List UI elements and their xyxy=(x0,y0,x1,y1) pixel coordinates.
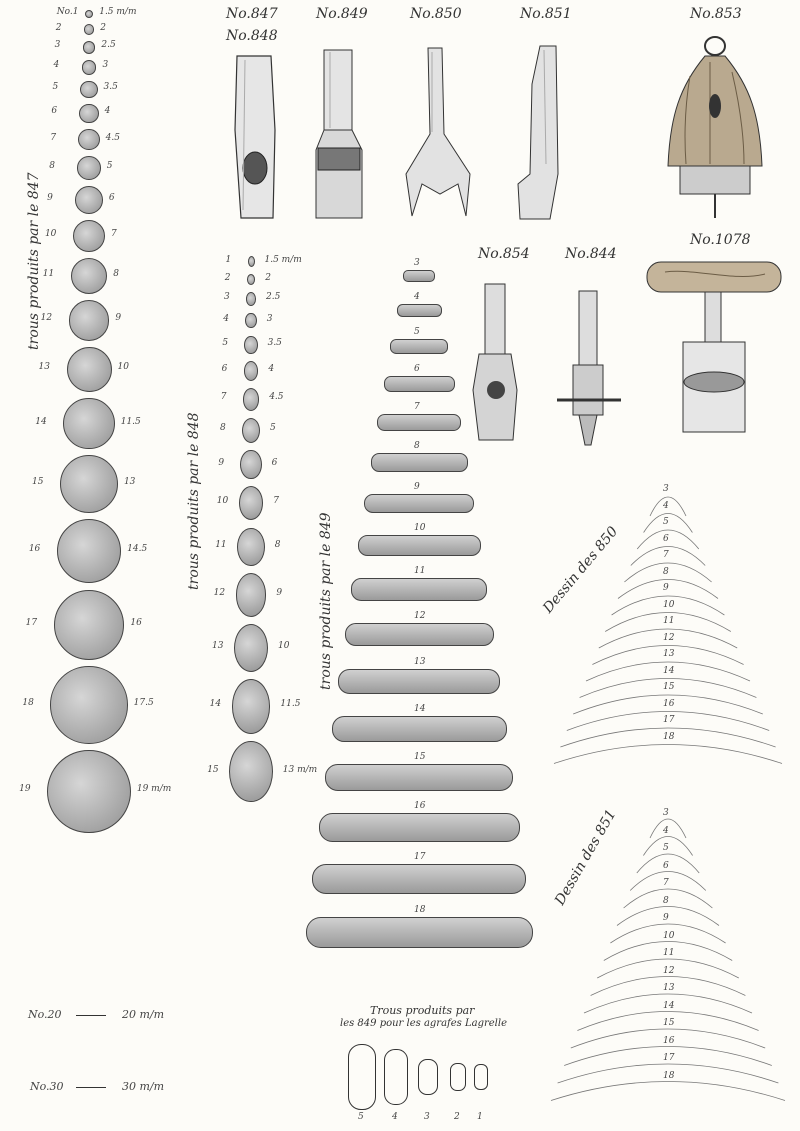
dessin850-arc-number: 3 xyxy=(663,484,669,494)
col849-slot xyxy=(377,414,461,431)
col849-slot xyxy=(397,304,442,317)
col848-size: 8 xyxy=(274,539,281,550)
col847-hole xyxy=(60,455,118,513)
punch-850-illustration xyxy=(400,44,480,224)
col849-slot xyxy=(351,578,487,600)
col847-extra20-number: No.20 xyxy=(28,1008,62,1021)
col847-size: 5 xyxy=(106,161,113,172)
col847-extra30-line xyxy=(76,1087,106,1088)
dessin850-arcs xyxy=(560,480,790,770)
col849-number: 12 xyxy=(414,610,426,621)
col849-slot xyxy=(332,716,507,742)
agrafe-label: 4 xyxy=(392,1112,398,1122)
col848-size: 3 xyxy=(266,313,273,324)
dessin851-caption: Dessin des 851 xyxy=(552,806,620,908)
agrafe-label: 1 xyxy=(477,1112,483,1122)
dessin851-arcs xyxy=(560,800,790,1100)
punch-854-illustration xyxy=(465,280,525,450)
dessin850-arc-number: 15 xyxy=(663,682,675,692)
col847-number: 3 xyxy=(54,40,61,51)
col848-size: 10 xyxy=(278,640,290,651)
col847-size: 19 m/m xyxy=(136,784,172,795)
col848-size: 4 xyxy=(268,363,275,374)
col847-size: 17.5 xyxy=(133,697,154,708)
col849-slot xyxy=(312,864,526,894)
col847-hole xyxy=(73,220,105,252)
tool-1078-illustration xyxy=(645,252,785,452)
col848-number: 2 xyxy=(224,272,231,283)
dessin850-arc-number: 14 xyxy=(663,665,675,676)
col847-hole xyxy=(50,666,127,743)
dessin851-arc-number: 11 xyxy=(663,948,675,958)
col847-extra20-size: 20 m/m xyxy=(122,1008,165,1021)
col847-number: 15 xyxy=(32,477,44,488)
dessin851-arc-number: 10 xyxy=(663,930,675,941)
dessin850-arc-number: 5 xyxy=(663,517,669,527)
col849-number: 4 xyxy=(414,292,420,302)
col849-slot xyxy=(371,453,468,472)
col847-number: 19 xyxy=(19,784,31,795)
dessin851-arc-number: 3 xyxy=(663,808,669,818)
tool-853-label: No.853 xyxy=(690,6,742,22)
dessin851-arc xyxy=(551,1082,785,1101)
col848-hole xyxy=(248,256,255,267)
col847-hole xyxy=(69,300,110,341)
dessin851-arc-number: 8 xyxy=(663,895,669,906)
col847-size: 7 xyxy=(111,228,117,239)
col848-number: 8 xyxy=(220,423,226,434)
agrafe-outline xyxy=(348,1044,376,1110)
agrafe-label: 5 xyxy=(358,1112,364,1122)
col849-slot xyxy=(319,813,520,842)
col848-number: 7 xyxy=(220,392,227,403)
col849-number: 9 xyxy=(414,481,420,492)
dessin851-arc-number: 15 xyxy=(663,1018,675,1028)
col849-slot xyxy=(364,494,474,514)
col848-number: 6 xyxy=(221,363,228,374)
col847-size: 3 xyxy=(102,60,109,71)
col849-slot xyxy=(384,376,455,392)
col847-size: 2 xyxy=(100,22,107,33)
col848-size: 2 xyxy=(265,272,271,283)
tool-1078-label: No.1078 xyxy=(690,232,751,248)
dessin851-arc-number: 5 xyxy=(663,843,669,853)
col848-number: 13 xyxy=(212,640,224,651)
col847-hole xyxy=(47,750,131,834)
agrafe-outline xyxy=(450,1063,466,1091)
tool-847-label: No.847 xyxy=(226,6,278,22)
agrafe-label: 3 xyxy=(424,1112,430,1122)
col848-size: 7 xyxy=(273,496,279,507)
agrafe-outline xyxy=(474,1064,488,1090)
col848-hole xyxy=(236,573,267,616)
col847-size: 9 xyxy=(115,313,122,324)
col848-hole xyxy=(242,418,260,443)
col849-number: 6 xyxy=(414,363,420,374)
agrafe-outline xyxy=(418,1059,438,1095)
dessin850-arc-number: 8 xyxy=(663,566,669,577)
col849-number: 11 xyxy=(414,566,426,577)
col849-number: 14 xyxy=(414,703,426,714)
col848-hole xyxy=(234,624,268,672)
tool-848-label: No.848 xyxy=(226,28,278,44)
col848-number: 14 xyxy=(209,699,222,710)
col848-number: 5 xyxy=(222,337,229,348)
col849-number: 3 xyxy=(414,258,420,268)
col847-size: 14.5 xyxy=(127,544,148,555)
col847-number: No.1 xyxy=(56,7,79,18)
col848-hole xyxy=(239,486,263,520)
dessin850-arc-number: 10 xyxy=(663,599,675,610)
col847-number: 6 xyxy=(51,106,58,117)
col847-hole xyxy=(85,10,93,18)
col847-size: 11.5 xyxy=(120,416,141,427)
agrafe-label: 2 xyxy=(454,1112,460,1122)
col848-hole xyxy=(244,336,257,354)
col847-hole xyxy=(71,258,107,294)
agrafes-subtitle: les 849 pour les agrafes Lagrelle xyxy=(340,1018,507,1029)
dessin850-arc-number: 6 xyxy=(663,533,669,544)
col848-number: 9 xyxy=(218,457,225,468)
col847-hole xyxy=(78,129,99,150)
tool-844-label: No.844 xyxy=(565,246,617,262)
col847-hole xyxy=(80,81,97,98)
col848-number: 15 xyxy=(207,764,219,775)
col849-number: 8 xyxy=(414,441,420,451)
col849-slot xyxy=(325,764,513,792)
col847-number: 4 xyxy=(53,60,60,71)
tool-851-label: No.851 xyxy=(520,6,572,22)
col848-hole xyxy=(245,313,257,329)
dessin850-arc-number: 16 xyxy=(663,698,675,709)
col847-hole xyxy=(84,24,95,35)
agrafe-outline xyxy=(384,1049,408,1105)
col849-number: 15 xyxy=(414,751,426,762)
col847-extra30-size: 30 m/m xyxy=(122,1080,165,1093)
dessin851-arc-number: 7 xyxy=(663,878,669,888)
col848-hole xyxy=(246,292,256,306)
col847-hole xyxy=(67,347,112,392)
col847-size: 13 xyxy=(123,477,136,488)
col849-slot xyxy=(358,535,481,556)
col847-hole xyxy=(79,104,98,123)
dessin851-arc-number: 6 xyxy=(663,860,669,871)
col848-number: 1 xyxy=(225,254,232,265)
col847-number: 16 xyxy=(28,544,41,555)
col848-hole xyxy=(247,274,255,285)
col848-caption: trous produits par le 848 xyxy=(186,412,202,590)
col847-extra30-number: No.30 xyxy=(30,1080,64,1093)
col847-hole xyxy=(57,519,121,583)
dessin850-caption: Dessin des 850 xyxy=(540,523,622,617)
col849-slot xyxy=(403,270,435,282)
col847-size: 4.5 xyxy=(105,132,120,143)
dessin850-arc-number: 4 xyxy=(663,500,669,511)
col847-caption: trous produits par le 847 xyxy=(26,172,42,350)
col849-slot xyxy=(390,339,448,354)
dessin850-arc-number: 11 xyxy=(663,616,675,626)
col847-hole xyxy=(83,41,96,54)
col848-number: 10 xyxy=(216,496,229,507)
col847-hole xyxy=(77,156,101,180)
dessin851-arc-number: 12 xyxy=(663,965,675,976)
col847-extra20-line xyxy=(76,1015,106,1016)
dessin851-arc-number: 14 xyxy=(663,1000,675,1011)
col847-number: 11 xyxy=(42,268,55,279)
col848-hole xyxy=(240,450,261,480)
punch-851-illustration xyxy=(510,44,570,224)
col847-size: 16 xyxy=(130,617,142,628)
dessin851-arc-number: 17 xyxy=(663,1053,675,1063)
col849-caption: trous produits par le 849 xyxy=(318,512,334,690)
col848-hole xyxy=(244,361,259,381)
col847-hole xyxy=(54,590,125,661)
col849-slot xyxy=(338,669,500,694)
col848-size: 1.5 m/m xyxy=(264,254,302,265)
col847-size: 4 xyxy=(104,106,111,117)
col847-number: 9 xyxy=(47,192,53,203)
col848-size: 3.5 xyxy=(267,337,282,348)
dessin851-arc-number: 9 xyxy=(663,913,669,923)
col848-size: 13 m/m xyxy=(282,764,318,775)
dessin850-arc xyxy=(554,745,782,764)
col848-size: 6 xyxy=(271,457,278,468)
dessin851-arc-number: 13 xyxy=(663,983,675,993)
dessin851-arc-number: 18 xyxy=(663,1070,675,1081)
col848-number: 11 xyxy=(215,539,227,550)
col849-number: 13 xyxy=(414,656,426,667)
dessin850-arc-number: 7 xyxy=(663,550,669,560)
col847-number: 13 xyxy=(38,362,50,373)
col848-number: 3 xyxy=(224,291,230,302)
col847-size: 2.5 xyxy=(101,40,116,51)
col847-size: 1.5 m/m xyxy=(99,7,137,18)
col848-number: 12 xyxy=(213,588,226,598)
col847-hole xyxy=(63,398,114,449)
col847-size: 8 xyxy=(113,268,119,279)
tool-849-label: No.849 xyxy=(316,6,368,22)
col847-number: 5 xyxy=(52,82,59,93)
col849-slot xyxy=(345,623,494,647)
col848-size: 5 xyxy=(270,423,276,434)
col848-size: 9 xyxy=(276,588,283,598)
punch-847-illustration xyxy=(225,50,285,225)
dessin850-arc-number: 17 xyxy=(663,715,675,725)
col849-number: 10 xyxy=(414,523,426,534)
dessin850-arc-number: 13 xyxy=(663,649,675,659)
col848-size: 2.5 xyxy=(266,291,281,302)
col847-number: 7 xyxy=(50,132,57,143)
tool-850-label: No.850 xyxy=(410,6,462,22)
col847-number: 8 xyxy=(49,161,55,172)
col848-size: 4.5 xyxy=(269,392,284,403)
dessin850-arc-number: 12 xyxy=(663,632,675,643)
dessin850-arc-number: 18 xyxy=(663,731,675,742)
punch-849-illustration xyxy=(310,50,370,225)
col848-hole xyxy=(229,741,273,803)
col847-number: 18 xyxy=(22,697,34,708)
col848-size: 11.5 xyxy=(280,699,301,710)
col847-number: 14 xyxy=(35,416,47,427)
col848-hole xyxy=(232,679,271,734)
col847-number: 17 xyxy=(25,617,38,628)
dessin851-arc-number: 4 xyxy=(663,825,669,836)
col849-number: 16 xyxy=(414,801,426,812)
col849-slot xyxy=(306,917,533,949)
col847-number: 10 xyxy=(44,228,57,239)
col847-hole xyxy=(75,186,103,214)
col849-number: 18 xyxy=(414,904,426,915)
col847-size: 10 xyxy=(117,362,129,373)
col849-number: 17 xyxy=(414,852,426,863)
punch-844-illustration xyxy=(555,285,625,450)
col847-size: 3.5 xyxy=(103,82,118,93)
col849-number: 7 xyxy=(414,401,420,412)
tool-854-label: No.854 xyxy=(478,246,530,262)
col848-hole xyxy=(237,528,265,567)
col848-hole xyxy=(243,388,259,411)
col849-number: 5 xyxy=(414,327,420,338)
col847-hole xyxy=(82,60,97,75)
col847-number: 12 xyxy=(40,313,53,324)
col847-number: 2 xyxy=(55,22,62,33)
col848-number: 4 xyxy=(223,313,229,324)
agrafes-title: Trous produits par xyxy=(370,1004,475,1017)
dessin851-arc-number: 16 xyxy=(663,1035,675,1046)
dessin850-arc-number: 9 xyxy=(663,583,669,593)
col847-size: 6 xyxy=(108,192,115,203)
tool-853-illustration xyxy=(660,36,770,221)
